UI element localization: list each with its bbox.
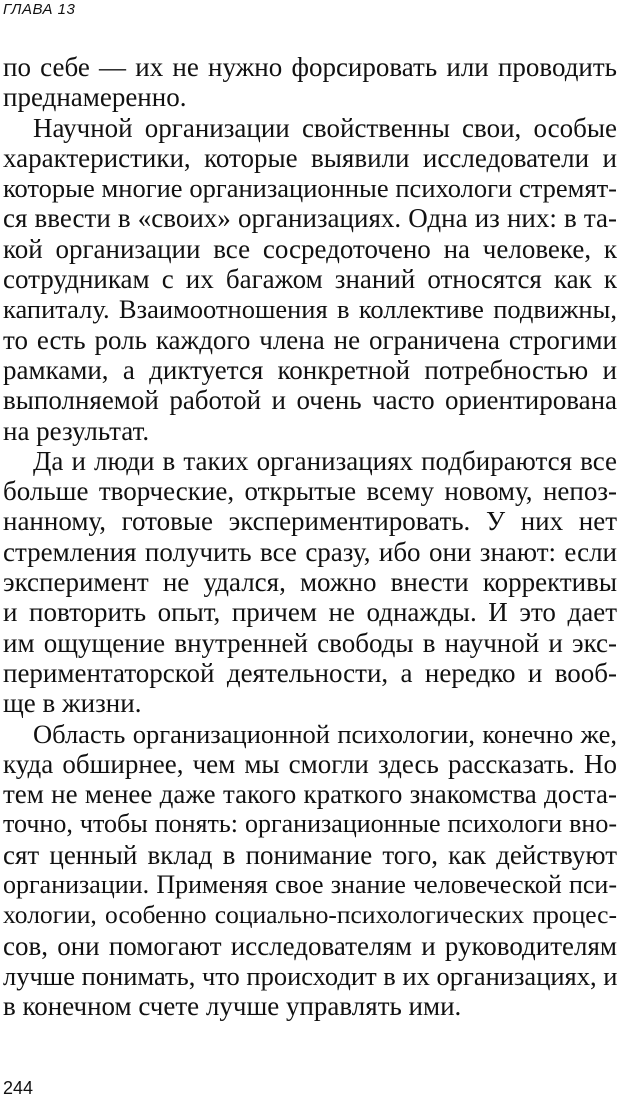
text-line: Да и люди в таких организациях подбираются все [33,445,617,476]
text-line: сят ценный вклад в понимание того, как действуют [3,839,617,870]
text-line: ще в жизни. [3,688,142,719]
text-line: стремления получить все сразу, ибо они знают: если [3,536,617,567]
text-line: на результат. [3,415,150,446]
text-line: эксперимент не удался, можно внести коррективы [3,567,617,598]
text-line: периментаторской деятельности, а нередко и вооб- [3,657,617,688]
text-line: характеристики, которые выявили исследователи и [3,142,617,173]
text-line: капиталу. Взаимоотношения в коллективе подвижны, [3,294,617,325]
text-line: куда обширнее, чем мы смогли здесь рассказать. Но [3,748,617,779]
text-line: хологии, особенно социально-психологических процес- [3,900,617,930]
text-line: организации. Применяя свое знание человеческой пси- [3,870,617,900]
text-line: лучше понимать, что происходит в их организациях, и [3,960,617,991]
text-line: сотрудникам с их багажом знаний относятся как к [3,264,617,295]
text-line: сов, они помогают исследователям и руководителям [3,930,617,961]
text-line: точно, чтобы понять: организационные психологи вно- [3,809,617,839]
text-line: которые многие организационные психологи стремят- [3,173,617,204]
text-line: Область организационной психологии, конечно же, [33,718,617,749]
text-line: нанному, готовые экспериментировать. У них нет [3,506,617,537]
text-line: в конечном счете лучше управлять ими. [3,991,462,1022]
text-line: ся ввести в «своих» организациях. Одна из них: в та- [3,203,617,234]
running-head: ГЛАВА 13 [3,1,76,18]
body-text [3,52,617,1022]
text-line: кой организации все сосредоточено на человеке, к [3,233,617,264]
text-line: рамками, а диктуется конкретной потребностью и [3,354,617,385]
text-line: и повторить опыт, причем не однажды. И это дает [3,597,617,628]
text-line: выполняемой работой и очень часто ориентирована [3,385,617,416]
page-number: 244 [3,1078,34,1098]
text-line: тем не менее даже такого краткого знакомства доста- [3,779,617,810]
text-line: по себе — их не нужно форсировать или проводить [3,52,617,82]
text-line: преднамеренно. [3,82,187,113]
text-line: то есть роль каждого члена не ограничена строгими [3,324,617,355]
text-line: им ощущение внутренней свободы в научной и экс- [3,627,617,658]
text-line: больше творческие, открытые всему новому, непоз- [3,476,617,507]
text-line: Научной организации свойственны свои, особые [33,112,617,143]
